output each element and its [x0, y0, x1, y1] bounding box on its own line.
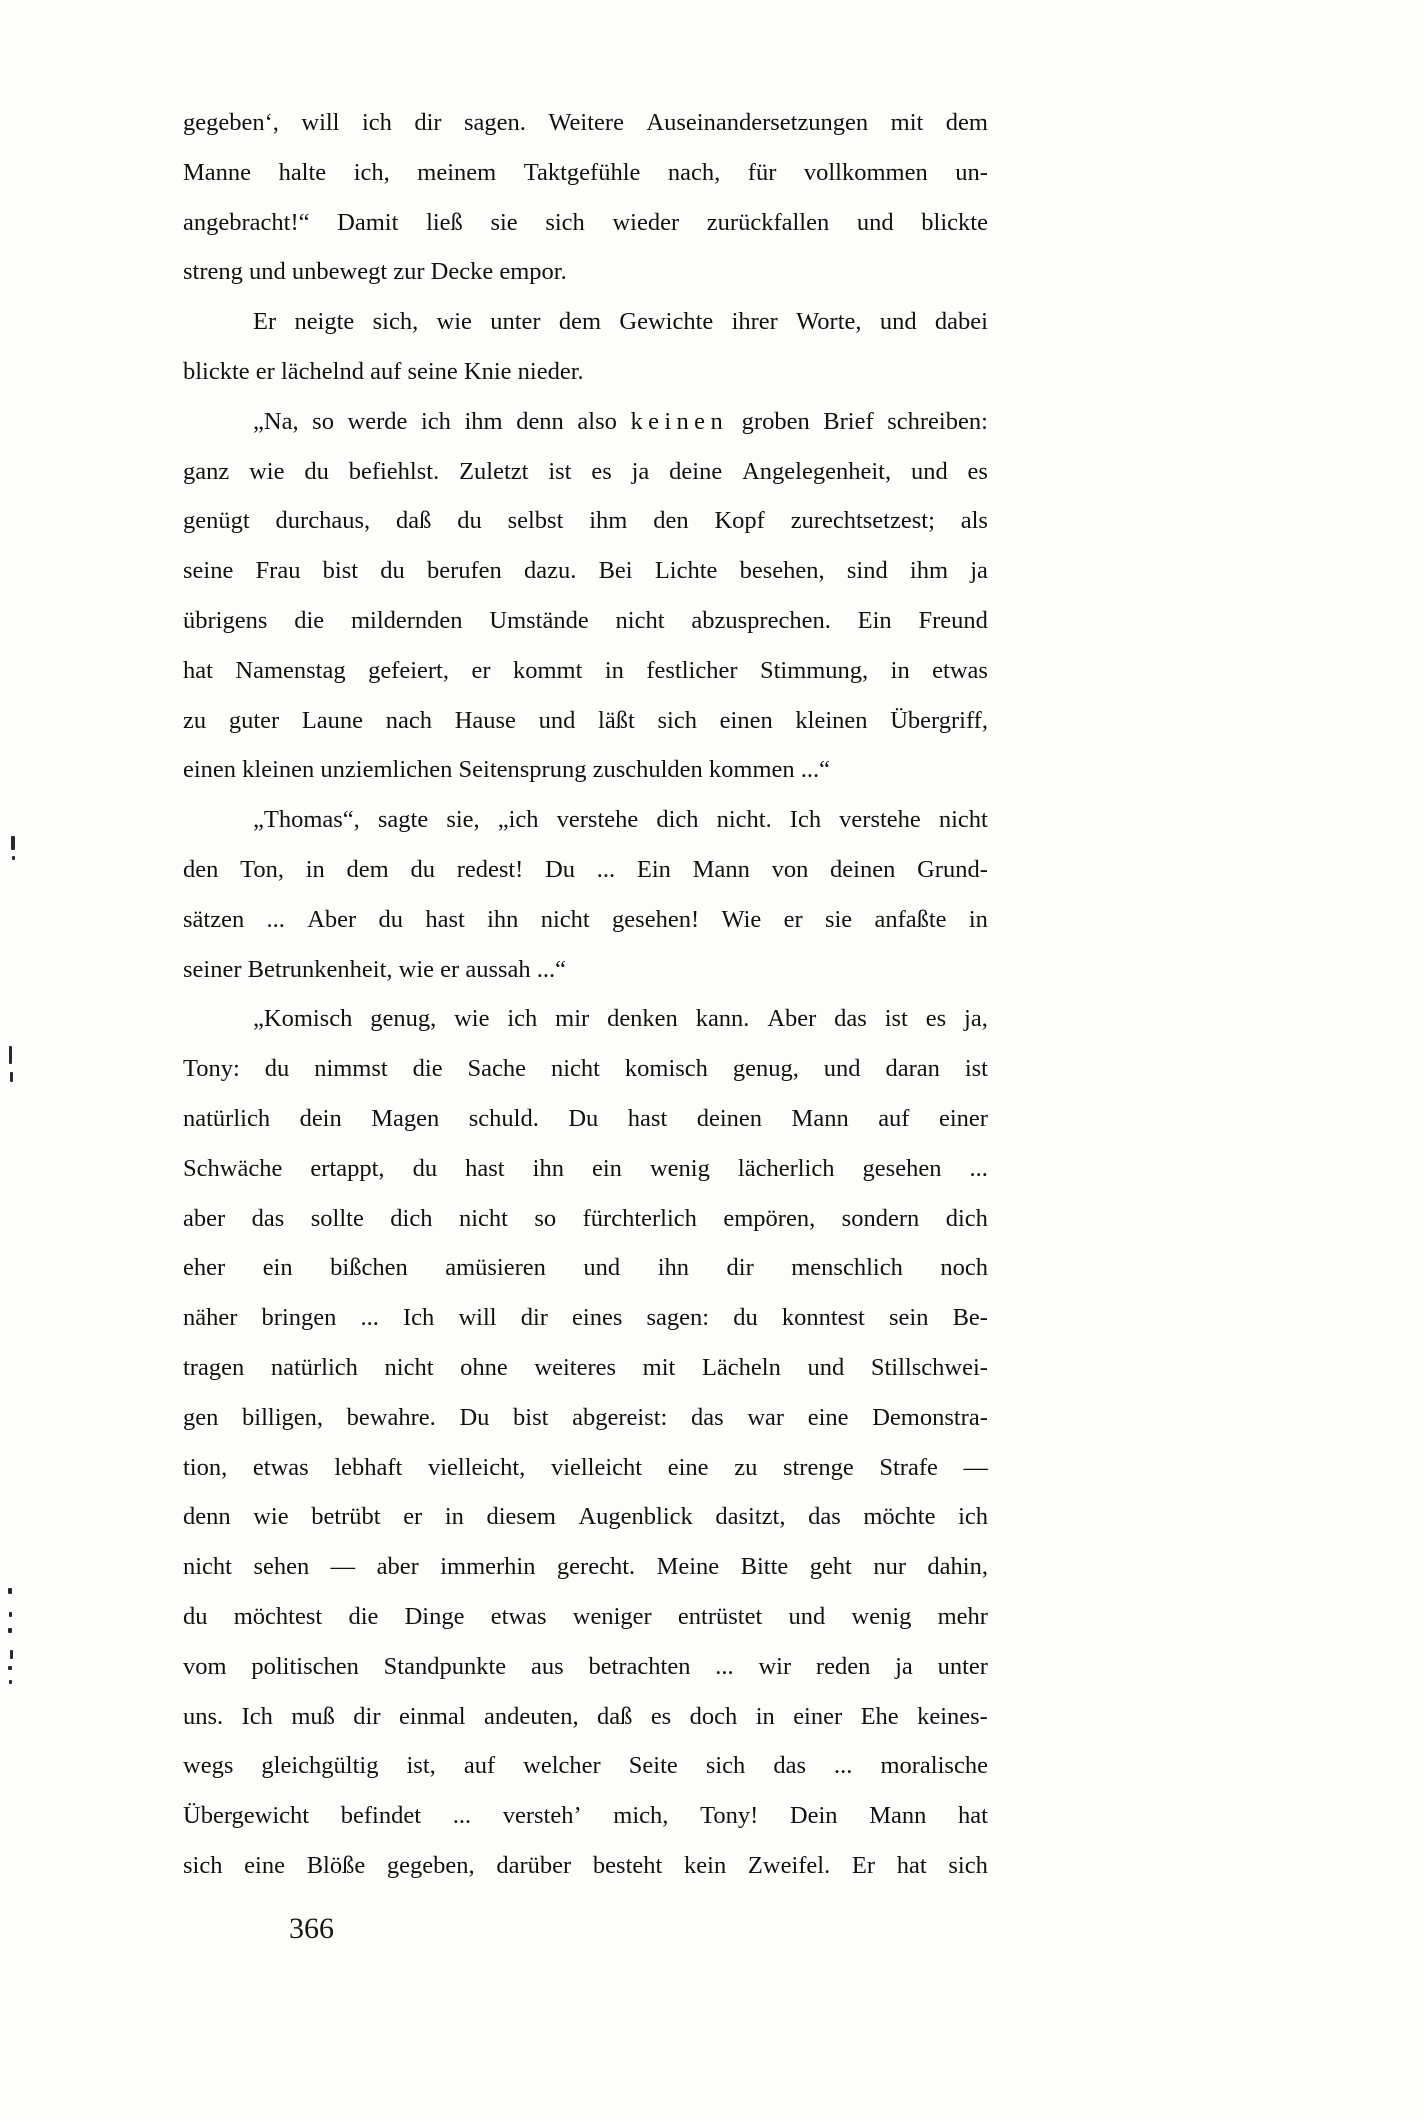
text-line: wegs gleichgültig ist, auf welcher Seite sich das ... moralische: [183, 1752, 988, 1780]
text-line: uns. Ich muß dir einmal andeuten, daß es doch in einer Ehe keines-: [183, 1702, 988, 1730]
text-line: vom politischen Standpunkte aus betrachten ... wir reden ja unter: [183, 1652, 988, 1680]
paragraph: [183, 397, 988, 795]
text-line: eher ein bißchen amüsieren und ihn dir menschlich noch: [183, 1254, 988, 1282]
text-line: aber das sollte dich nicht so fürchterlich empören, sondern dich: [183, 1204, 988, 1232]
paragraph: [183, 795, 988, 994]
text-line: Manne halte ich, meinem Taktgefühle nach, für vollkommen un-: [183, 158, 988, 186]
paragraph: [183, 297, 988, 397]
text-line: streng und unbewegt zur Decke empor.: [183, 258, 567, 286]
text-line: ganz wie du befiehlst. Zuletzt ist es ja deine Angelegenheit, und es: [183, 457, 988, 485]
text-line: nicht sehen — aber immerhin gerecht. Meine Bitte geht nur dahin,: [183, 1553, 988, 1581]
text-line: du möchtest die Dinge etwas weniger entrüstet und wenig mehr: [183, 1602, 988, 1630]
text-line: Er neigte sich, wie unter dem Gewichte ihrer Worte, und dabei: [253, 308, 988, 336]
text-line: Schwäche ertappt, du hast ihn ein wenig lächerlich gesehen ...: [183, 1154, 988, 1182]
scan-speck: [11, 836, 15, 850]
text-line: „Thomas“, sagte sie, „ich verstehe dich nicht. Ich verstehe nicht: [253, 806, 988, 834]
scan-speck: [10, 1650, 13, 1659]
paragraph: [183, 994, 988, 1890]
text-line: sich eine Blöße gegeben, darüber besteht kein Zweifel. Er hat sich: [183, 1851, 988, 1879]
text-line: tion, etwas lebhaft vielleicht, vielleicht eine zu strenge Strafe —: [183, 1453, 988, 1481]
text-line: näher bringen ... Ich will dir eines sagen: du konntest sein Be-: [183, 1304, 988, 1332]
text-line: „Na, so werde ich ihm denn also keinen groben Brief schreiben:: [253, 407, 988, 435]
scan-speck: [10, 1072, 13, 1082]
text-line: übrigens die mildernden Umstände nicht abzusprechen. Ein Freund: [183, 606, 988, 634]
text-line: einen kleinen unziemlichen Seitensprung zuschulden kommen ...“: [183, 756, 831, 784]
scan-speck: [8, 1666, 12, 1670]
text-line: Übergewicht befindet ... versteh’ mich, Tony! Dein Mann hat: [183, 1802, 988, 1830]
scan-speck: [9, 1680, 12, 1684]
page-number: 366: [289, 1912, 334, 1945]
text-line: genügt durchaus, daß du selbst ihm den Kopf zurechtsetzest; als: [183, 507, 988, 535]
text-line: gegeben‘, will ich dir sagen. Weitere Auseinandersetzungen mit dem: [183, 109, 988, 136]
text-line: denn wie betrübt er in diesem Augenblick dasitzt, das möchte ich: [183, 1503, 988, 1531]
text-line: blickte er lächelnd auf seine Knie nieder.: [183, 357, 584, 385]
text-block: [183, 98, 988, 1891]
text-line: tragen natürlich nicht ohne weiteres mit Lächeln und Stillschwei-: [183, 1353, 988, 1381]
scan-speck: [8, 1588, 12, 1594]
text-line: sätzen ... Aber du hast ihn nicht gesehen! Wie er sie anfaßte in: [183, 905, 988, 933]
scan-speck: [9, 1612, 12, 1617]
text-line: den Ton, in dem du redest! Du ... Ein Mann von deinen Grund-: [183, 855, 988, 883]
text-line: seiner Betrunkenheit, wie er aussah ...“: [183, 955, 567, 983]
text-line: zu guter Laune nach Hause und läßt sich einen kleinen Übergriff,: [183, 706, 988, 734]
text-line: hat Namenstag gefeiert, er kommt in festlicher Stimmung, in etwas: [183, 656, 988, 684]
text-line: natürlich dein Magen schuld. Du hast deinen Mann auf einer: [183, 1104, 988, 1132]
scan-speck: [9, 1046, 12, 1064]
text-line: Tony: du nimmst die Sache nicht komisch genug, und daran ist: [183, 1055, 988, 1083]
scan-speck: [12, 856, 15, 860]
text-line: angebracht!“ Damit ließ sie sich wieder zurückfallen und blickte: [183, 208, 988, 236]
text-line: „Komisch genug, wie ich mir denken kann. Aber das ist es ja,: [253, 1005, 988, 1033]
text-line: gen billigen, bewahre. Du bist abgereist: das war eine Demonstra-: [183, 1403, 988, 1431]
text-line: seine Frau bist du berufen dazu. Bei Lichte besehen, sind ihm ja: [183, 557, 988, 585]
scan-speck: [8, 1628, 12, 1633]
paragraph: [183, 98, 988, 297]
